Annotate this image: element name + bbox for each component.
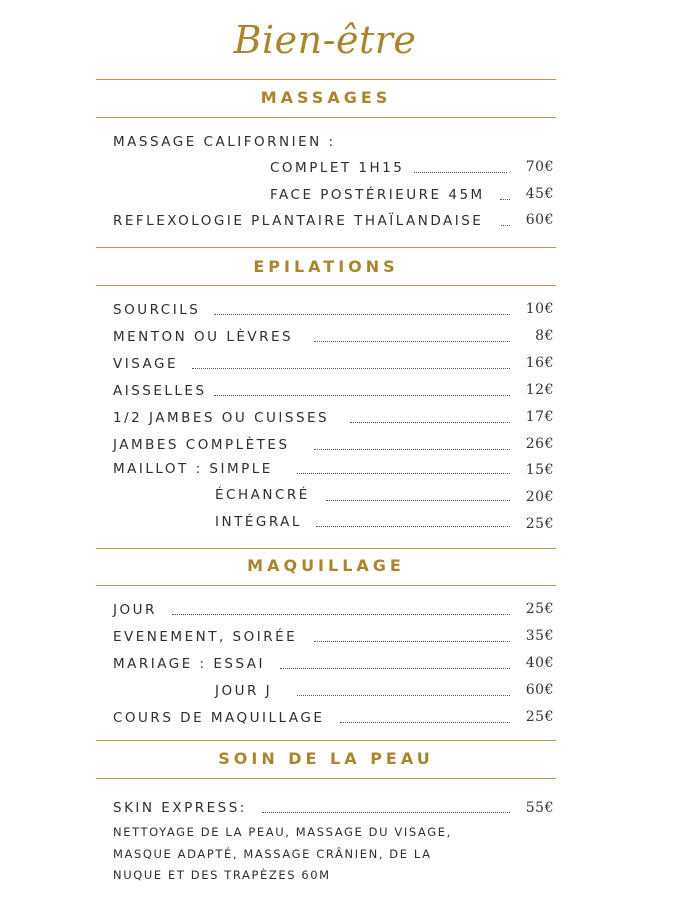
section-title-epilations: EPILATIONS	[253, 257, 399, 276]
maquillage-label: JOUR J	[215, 683, 273, 699]
epilation-price: 12€	[525, 382, 554, 398]
epilation-price: 20€	[525, 489, 554, 505]
dot-leader	[314, 341, 510, 342]
skin-express-description: NETTOYAGE DE LA PEAU, MASSAGE DU VISAGE,	[113, 825, 452, 839]
dot-leader	[314, 641, 510, 642]
divider	[96, 585, 556, 586]
epilation-price: 10€	[525, 301, 554, 317]
dot-leader	[297, 473, 510, 474]
dot-leader	[326, 500, 510, 501]
dot-leader	[340, 722, 510, 723]
page-title: Bien-être	[233, 18, 417, 62]
epilation-price: 8€	[535, 328, 554, 344]
dot-leader	[350, 422, 510, 423]
epilation-label: ÉCHANCRÉ	[215, 487, 310, 503]
epilation-price: 16€	[525, 355, 554, 371]
massage-face-label: FACE POSTÉRIEURE 45M	[270, 187, 485, 203]
skin-express-price: 55€	[525, 800, 554, 816]
epilation-label: MAILLOT : SIMPLE	[113, 461, 273, 477]
epilation-label: 1/2 JAMBES OU CUISSES	[113, 410, 330, 426]
divider	[96, 285, 556, 286]
maquillage-label: EVENEMENT, SOIRÉE	[113, 629, 298, 645]
dot-leader	[280, 668, 510, 669]
massage-californien-label: MASSAGE CALIFORNIEN :	[113, 134, 336, 150]
divider	[96, 117, 556, 118]
dot-leader	[314, 449, 510, 450]
dot-leader	[172, 614, 510, 615]
divider	[96, 778, 556, 779]
divider	[96, 79, 556, 80]
epilation-label: SOURCILS	[113, 302, 201, 318]
epilation-price: 15€	[525, 462, 554, 478]
dot-leader	[214, 314, 510, 315]
maquillage-price: 60€	[525, 682, 554, 698]
epilation-label: MENTON OU LÈVRES	[113, 329, 294, 345]
maquillage-label: JOUR	[113, 602, 157, 618]
maquillage-price: 35€	[525, 628, 554, 644]
epilation-price: 26€	[525, 436, 554, 452]
maquillage-price: 25€	[525, 601, 554, 617]
section-title-soin: SOIN DE LA PEAU	[218, 749, 434, 768]
epilation-label: AISSELLES	[113, 383, 207, 399]
epilation-label: INTÉGRAL	[215, 514, 302, 530]
divider	[96, 548, 556, 549]
dot-leader	[262, 812, 510, 813]
skin-express-label: SKIN EXPRESS:	[113, 800, 247, 816]
maquillage-label: COURS DE MAQUILLAGE	[113, 710, 325, 726]
dot-leader	[316, 526, 510, 527]
divider	[96, 740, 556, 741]
epilation-price: 25€	[525, 516, 554, 532]
section-title-maquillage: MAQUILLAGE	[247, 556, 405, 575]
maquillage-price: 40€	[525, 655, 554, 671]
epilation-label: JAMBES COMPLÈTES	[113, 437, 290, 453]
skin-express-description: MASQUE ADAPTÉ, MASSAGE CRÂNIEN, DE LA	[113, 847, 432, 861]
reflexologie-price: 60€	[525, 212, 554, 228]
divider	[96, 247, 556, 248]
dot-leader	[192, 368, 510, 369]
dot-leader	[297, 695, 510, 696]
skin-express-description: NUQUE ET DES TRAPÈZES 60M	[113, 868, 331, 882]
epilation-price: 17€	[525, 409, 554, 425]
maquillage-label: MARIAGE : ESSAI	[113, 656, 265, 672]
section-title-massages: MASSAGES	[260, 88, 392, 107]
massage-face-price: 45€	[525, 186, 554, 202]
massage-complet-label: COMPLET 1H15	[270, 160, 405, 176]
dot-leader	[214, 395, 510, 396]
epilation-label: VISAGE	[113, 356, 179, 372]
massage-complet-price: 70€	[525, 159, 554, 175]
maquillage-price: 25€	[525, 709, 554, 725]
reflexologie-label: REFLEXOLOGIE PLANTAIRE THAÏLANDAISE	[113, 213, 484, 229]
